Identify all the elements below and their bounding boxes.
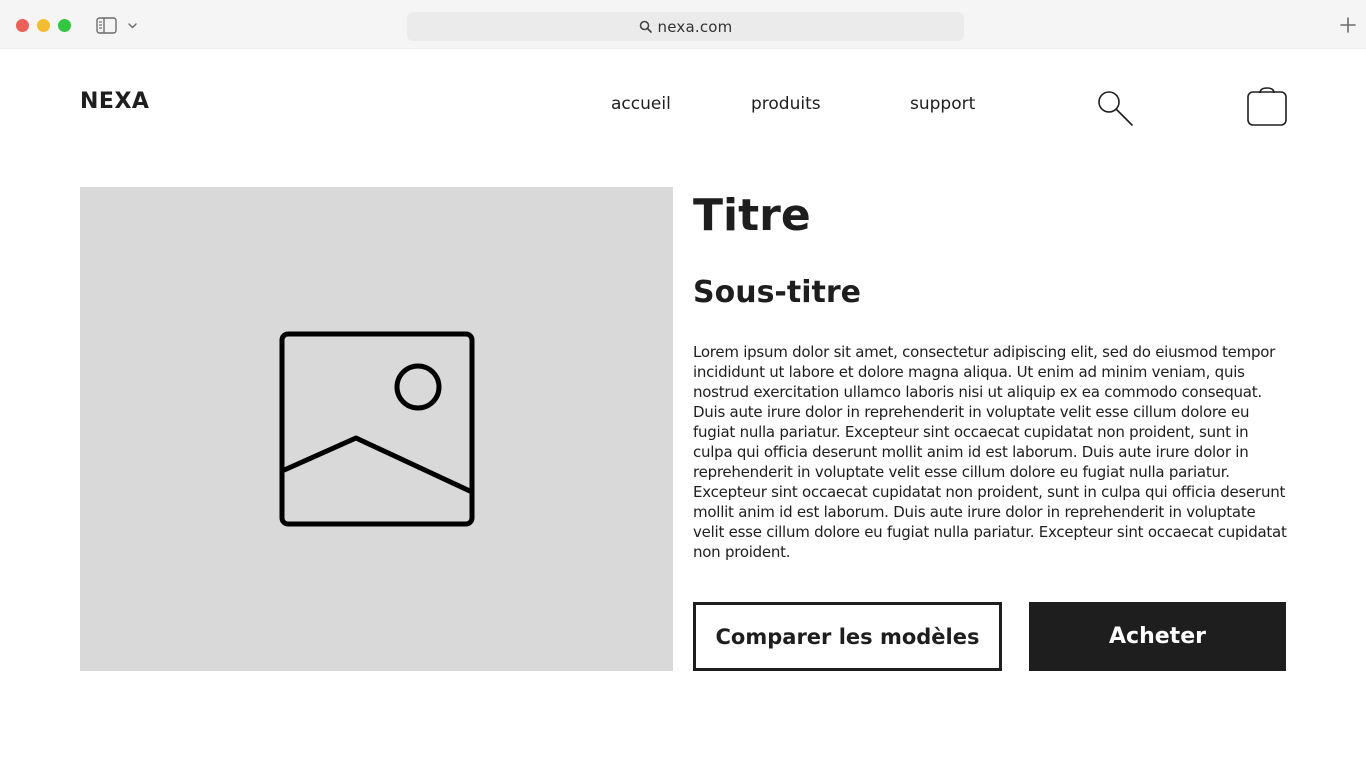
window-zoom-button[interactable]: [58, 19, 71, 32]
browser-toolbar: [0, 0, 1366, 49]
new-tab-icon[interactable]: [1339, 16, 1357, 34]
address-bar[interactable]: [407, 12, 964, 41]
sidebar-toggle-icon[interactable]: [96, 17, 117, 34]
product-title: Titre: [693, 190, 811, 241]
nav-link-accueil[interactable]: accueil: [611, 94, 671, 114]
product-subtitle: Sous-titre: [693, 275, 861, 310]
compare-models-button[interactable]: Comparer les modèles: [693, 602, 1002, 671]
site-logo[interactable]: NEXA: [80, 89, 150, 114]
shopping-bag-icon[interactable]: [1245, 84, 1289, 128]
image-placeholder-icon: [278, 330, 476, 528]
product-description: Lorem ipsum dolor sit amet, consectetur adipiscing elit, sed do eiusmod tempor incididunt ut labore et dolore magna aliqua. Ut enim ad minim veniam, quis nostrud exercitation ullamco laboris nisi ut aliquip ex ea commodo consequat. Duis aute irure dolor in reprehenderit in voluptate velit esse cillum dolore eu fugiat nulla pariatur. Excepteur sint occaecat cupidatat non proident, sunt in culpa qui officia deserunt mollit anim id est laborum. Duis aute irure dolor in reprehenderit in voluptate velit esse cillum dolore eu fugiat nulla pariatur. Excepteur sint occaecat cupidatat non proident, sunt in culpa qui officia deserunt mollit anim id est laborum. Duis aute irure dolor in reprehenderit in voluptate velit esse cillum dolore eu fugiat nulla pariatur. Excepteur sint occaecat cupidatat non proident.: [693, 343, 1287, 561]
window-minimize-button[interactable]: [37, 19, 50, 32]
chevron-down-icon[interactable]: [127, 20, 138, 31]
nav-link-support[interactable]: support: [910, 94, 976, 114]
address-bar-url: nexa.com: [657, 17, 733, 36]
search-icon[interactable]: [1096, 89, 1136, 129]
buy-button[interactable]: Acheter: [1029, 602, 1286, 671]
search-icon: [639, 20, 652, 33]
nav-link-produits[interactable]: produits: [751, 94, 821, 114]
window-close-button[interactable]: [16, 19, 29, 32]
